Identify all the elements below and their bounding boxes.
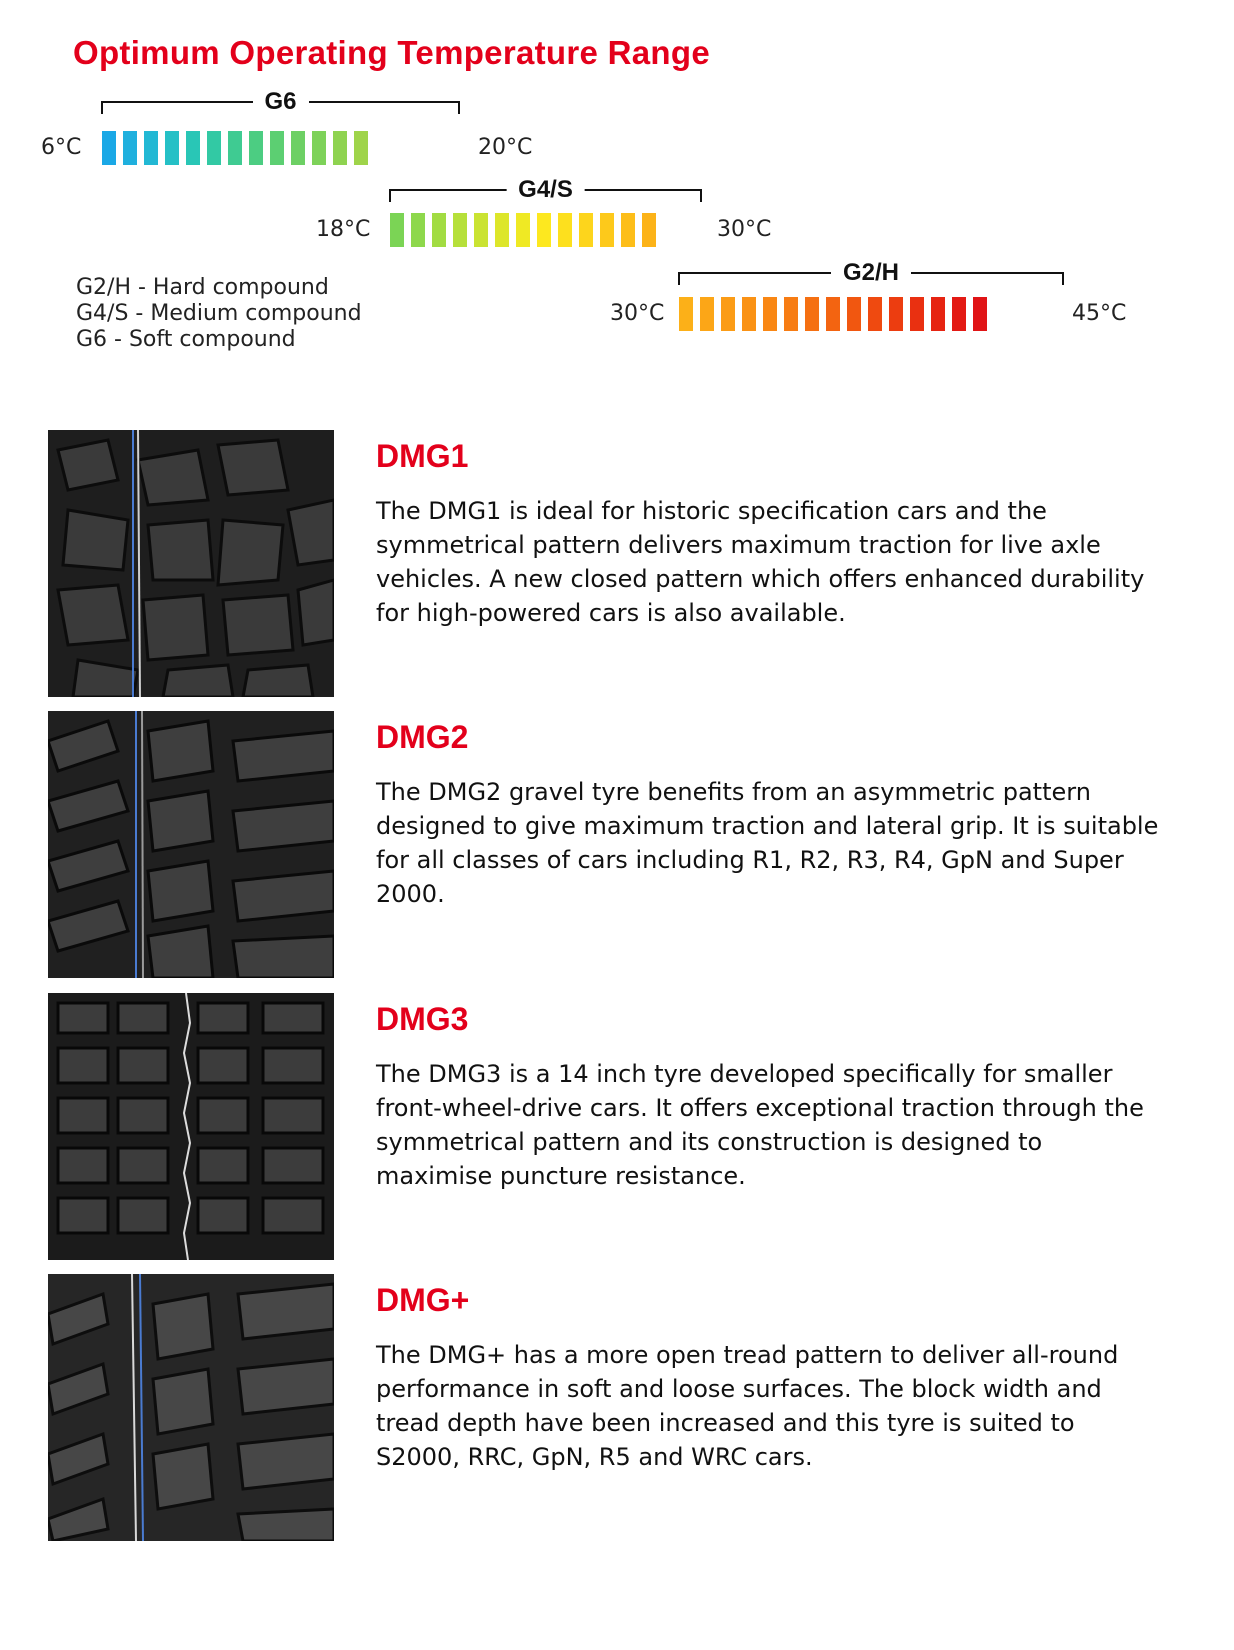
tyre-tread-image [48, 430, 334, 717]
range-segment [700, 297, 714, 331]
range-segment [495, 213, 509, 247]
range-bracket [101, 88, 460, 115]
range-segment [270, 131, 284, 165]
range-segment [642, 213, 656, 247]
range-segment [784, 297, 798, 331]
range-segment [249, 131, 263, 165]
range-max: 30°C [717, 217, 772, 242]
range-label: G6 [252, 89, 308, 115]
range-segment [411, 213, 425, 247]
range-bar [679, 297, 987, 331]
range-segment [354, 131, 368, 165]
product-name: DMG+ [376, 1282, 470, 1318]
tyre-tread-image [48, 711, 334, 998]
range-segment [579, 213, 593, 247]
legend-item-hard: G2/H - Hard compound [76, 275, 329, 300]
range-segment [868, 297, 882, 331]
range-bracket [678, 259, 1064, 286]
range-segment [333, 131, 347, 165]
range-segment [600, 213, 614, 247]
range-segment [207, 131, 221, 165]
product-name: DMG1 [376, 438, 469, 474]
range-segment [621, 213, 635, 247]
range-segment [721, 297, 735, 331]
range-segment [537, 213, 551, 247]
range-segment [165, 131, 179, 165]
range-segment [144, 131, 158, 165]
range-bar [102, 131, 368, 165]
range-segment [973, 297, 987, 331]
range-segment [805, 297, 819, 331]
range-segment [453, 213, 467, 247]
tyre-tread-image [48, 993, 334, 1280]
range-max: 20°C [478, 135, 533, 160]
range-label: G2/H [831, 260, 911, 286]
product-description: The DMG2 gravel tyre benefits from an asymmetric pattern designed to give maximum traction and lateral grip. It is suitable for all classes of cars including R1, R2, R3, R4, GpN and Super 2000. [376, 778, 1159, 908]
range-segment [763, 297, 777, 331]
range-min: 18°C [316, 217, 371, 242]
range-segment [186, 131, 200, 165]
range-segment [390, 213, 404, 247]
range-segment [910, 297, 924, 331]
range-min: 6°C [41, 135, 82, 160]
product-name: DMG3 [376, 1001, 469, 1037]
compound-legend [76, 275, 362, 353]
range-segment [889, 297, 903, 331]
range-segment [742, 297, 756, 331]
range-label: G4/S [506, 177, 585, 203]
range-bar [390, 213, 656, 247]
product-description: The DMG1 is ideal for historic specification cars and the symmetrical pattern delivers maximum traction for live axle vehicles. A new closed pattern which offers enhanced durability for high-powered cars is also available. [376, 497, 1145, 627]
range-segment [102, 131, 116, 165]
product-description: The DMG+ has a more open tread pattern to deliver all-round performance in soft and loose surfaces. The block width and tread depth have been increased and this tyre is suited to S2000, RRC, GpN, R5 and WRC cars. [376, 1341, 1119, 1471]
range-segment [291, 131, 305, 165]
range-segment [847, 297, 861, 331]
range-segment [432, 213, 446, 247]
range-segment [228, 131, 242, 165]
tyre-tread-image [48, 1274, 334, 1561]
legend-item-medium: G4/S - Medium compound [76, 301, 362, 326]
range-bracket [389, 176, 702, 203]
product-description: The DMG3 is a 14 inch tyre developed specifically for smaller front-wheel-drive cars. It offers exceptional traction through the symmetrical pattern and its construction is designed to maximise puncture resistance. [376, 1060, 1144, 1190]
range-segment [558, 213, 572, 247]
product-name: DMG2 [376, 719, 469, 755]
range-max: 45°C [1072, 301, 1127, 326]
range-segment [312, 131, 326, 165]
page-title: Optimum Operating Temperature Range [73, 34, 710, 71]
range-segment [516, 213, 530, 247]
range-segment [679, 297, 693, 331]
range-min: 30°C [610, 301, 665, 326]
range-segment [952, 297, 966, 331]
range-segment [826, 297, 840, 331]
range-segment [931, 297, 945, 331]
legend-item-soft: G6 - Soft compound [76, 327, 296, 352]
range-segment [123, 131, 137, 165]
range-segment [474, 213, 488, 247]
